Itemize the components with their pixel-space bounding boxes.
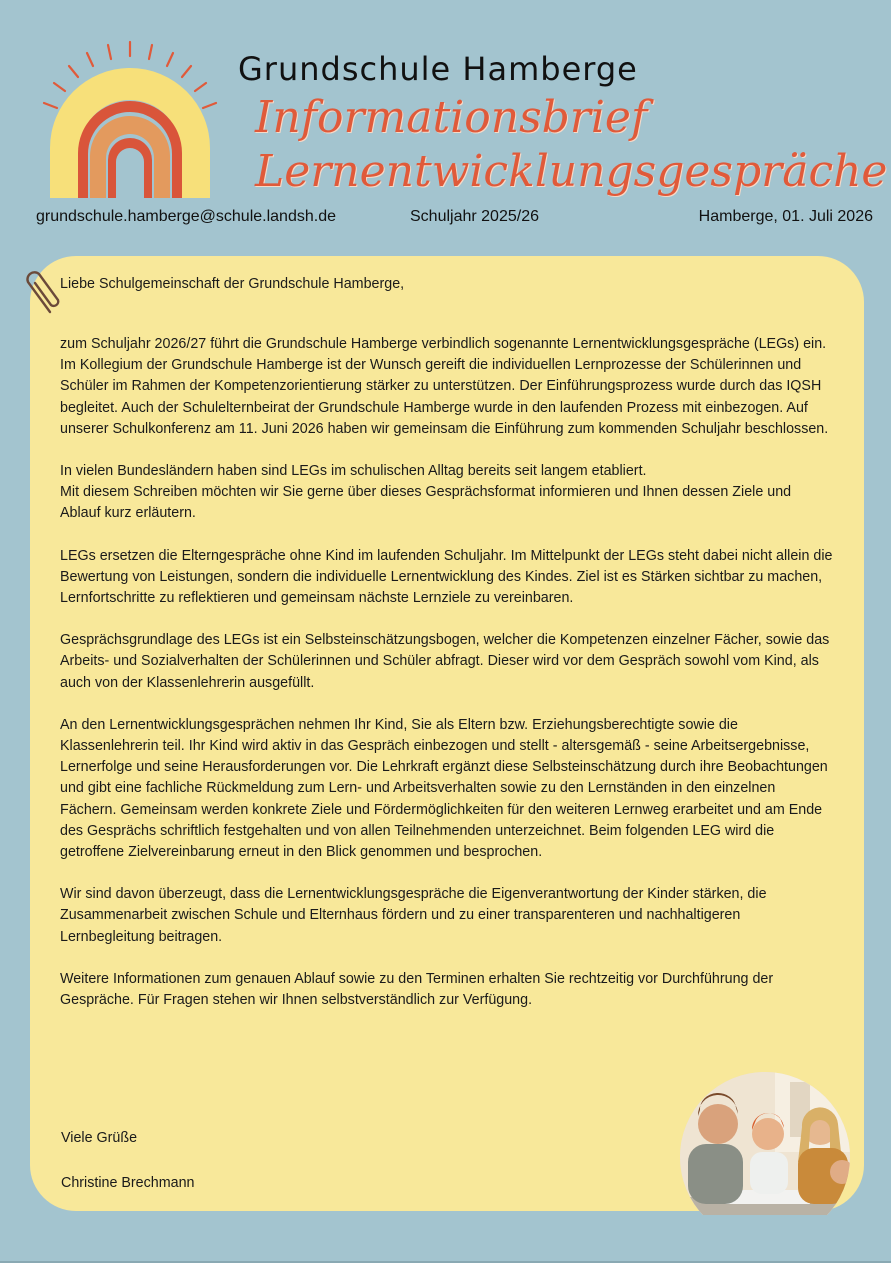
school-name: Grundschule Hamberge [238,50,638,88]
salutation: Liebe Schulgemeinschaft der Grundschule Hamberge, [60,276,405,292]
paragraph-bundeslaender: In vielen Bundesländern haben sind LEGs im schulischen Alltag bereits seit langem etabliert. Mit diesem Schreiben möchten wir Sie gerne über dieses Gesprächsformat informieren und Ihnen dessen Ziele und Ablauf kurz erläutern. [60,463,792,522]
title-line-1: Informationsbrief [255,92,648,143]
paragraph-ueberzeugung: Wir sind davon überzeugt, dass die Lernentwicklungsgespräche die Eigenverantwortung der Kinder stärken, die Zusammenarbeit zwischen Schule und Elternhaus fördern und zu einer transparenteren und nachhaltigeren Lernbegleitung beitragen. [60,886,767,945]
school-email: grundschule.hamberge@schule.landsh.de [36,208,336,225]
footer-band [0,1215,891,1263]
paragraph-intro: zum Schuljahr 2026/27 führt die Grundschule Hamberge verbindlich sogenannte Lernentwicklungsgespräche (LEGs) ein. Im Kollegium der Grundschule Hamberge ist der Wunsch gereift die individuellen Lernprozesse der Schülerinnen und Schüler im Rahmen der Kompetenzorientierung stärker zu unterstützen. Der Einführungsprozess wurde durch das IQSH begleitet. Auch der Schulelternbeirat der Grundschule Hamberge wurde in den laufenden Prozess mit einbezogen. Auf unserer Schulkonferenz am 11. Juni 2026 haben wir gemeinsam die Einführung zum kommenden Schuljahr beschlossen. [60,336,829,437]
place-date: Hamberge, 01. Juli 2026 [698,208,873,225]
paragraph-ablauf: An den Lernentwicklungsgesprächen nehmen Ihr Kind, Sie als Eltern bzw. Erziehungsberechtigte sowie die Klassenlehrerin teil. Ihr Kind wird aktiv in das Gespräch einbezogen und stellt - altersgemäß - seine Arbeitsergebnisse, Lernerfolge und seine Herausforderungen vor. Die Lehrkraft ergänzt diese Selbsteinschätzung durch ihre Beobachtungen und gibt eine fachliche Rückmeldung zum Lern- und Arbeitsverhalten sowie zu den Lernständen in den einzelnen Fächern. Gemeinsam werden konkrete Ziele und Fördermöglichkeiten für den weiteren Lernweg erarbeitet und am Ende des Gesprächs schriftlich festgehalten und von allen Teilnehmenden unterzeichnet. Beim folgenden LEG wird die getroffene Zielvereinbarung erneut in den Blick genommen und besprochen. [60,716,828,861]
paragraph-informationen: Weitere Informationen zum genauen Ablauf sowie zu den Terminen erhalten Sie rechtzeitig vor Durchführung der Gespräche. Für Fragen stehen wir Ihnen selbstverständlich zur Verfügung. [60,970,774,1009]
header-banner [0,0,891,237]
paragraph-grundlage: Gesprächsgrundlage des LEGs ist ein Selbsteinschätzungsbogen, welcher die Kompetenzen einzelner Fächer, sowie das Arbeits- und Sozialverhalten der Schülerinnen und Schüler abfragt. Dieser wird vor dem Gespräch sowohl vom Kind, als auch von der Klassenlehrerin ausgefüllt. [60,632,830,691]
letter-body [30,256,864,1211]
paragraph-legs: LEGs ersetzen die Elterngespräche ohne Kind im laufenden Schuljahr. Im Mittelpunkt der LEGs steht dabei nicht allein die Bewertung von Leistungen, sondern die individuelle Lernentwicklung des Kindes. Ziel ist es Stärken sichtbar zu machen, Lernfortschritte zu reflektieren und gemeinsam nächste Lernziele zu vereinbaren. [60,547,833,607]
paperclip-icon [20,262,66,318]
school-year: Schuljahr 2025/26 [410,208,539,225]
title-line-2: Lernentwicklungsgespräche [255,146,888,197]
signer-name: Christine Brechmann [61,1175,195,1191]
closing-greeting: Viele Grüße [61,1130,138,1146]
letter-paragraphs [60,334,834,1011]
rainbow-logo [30,38,230,203]
